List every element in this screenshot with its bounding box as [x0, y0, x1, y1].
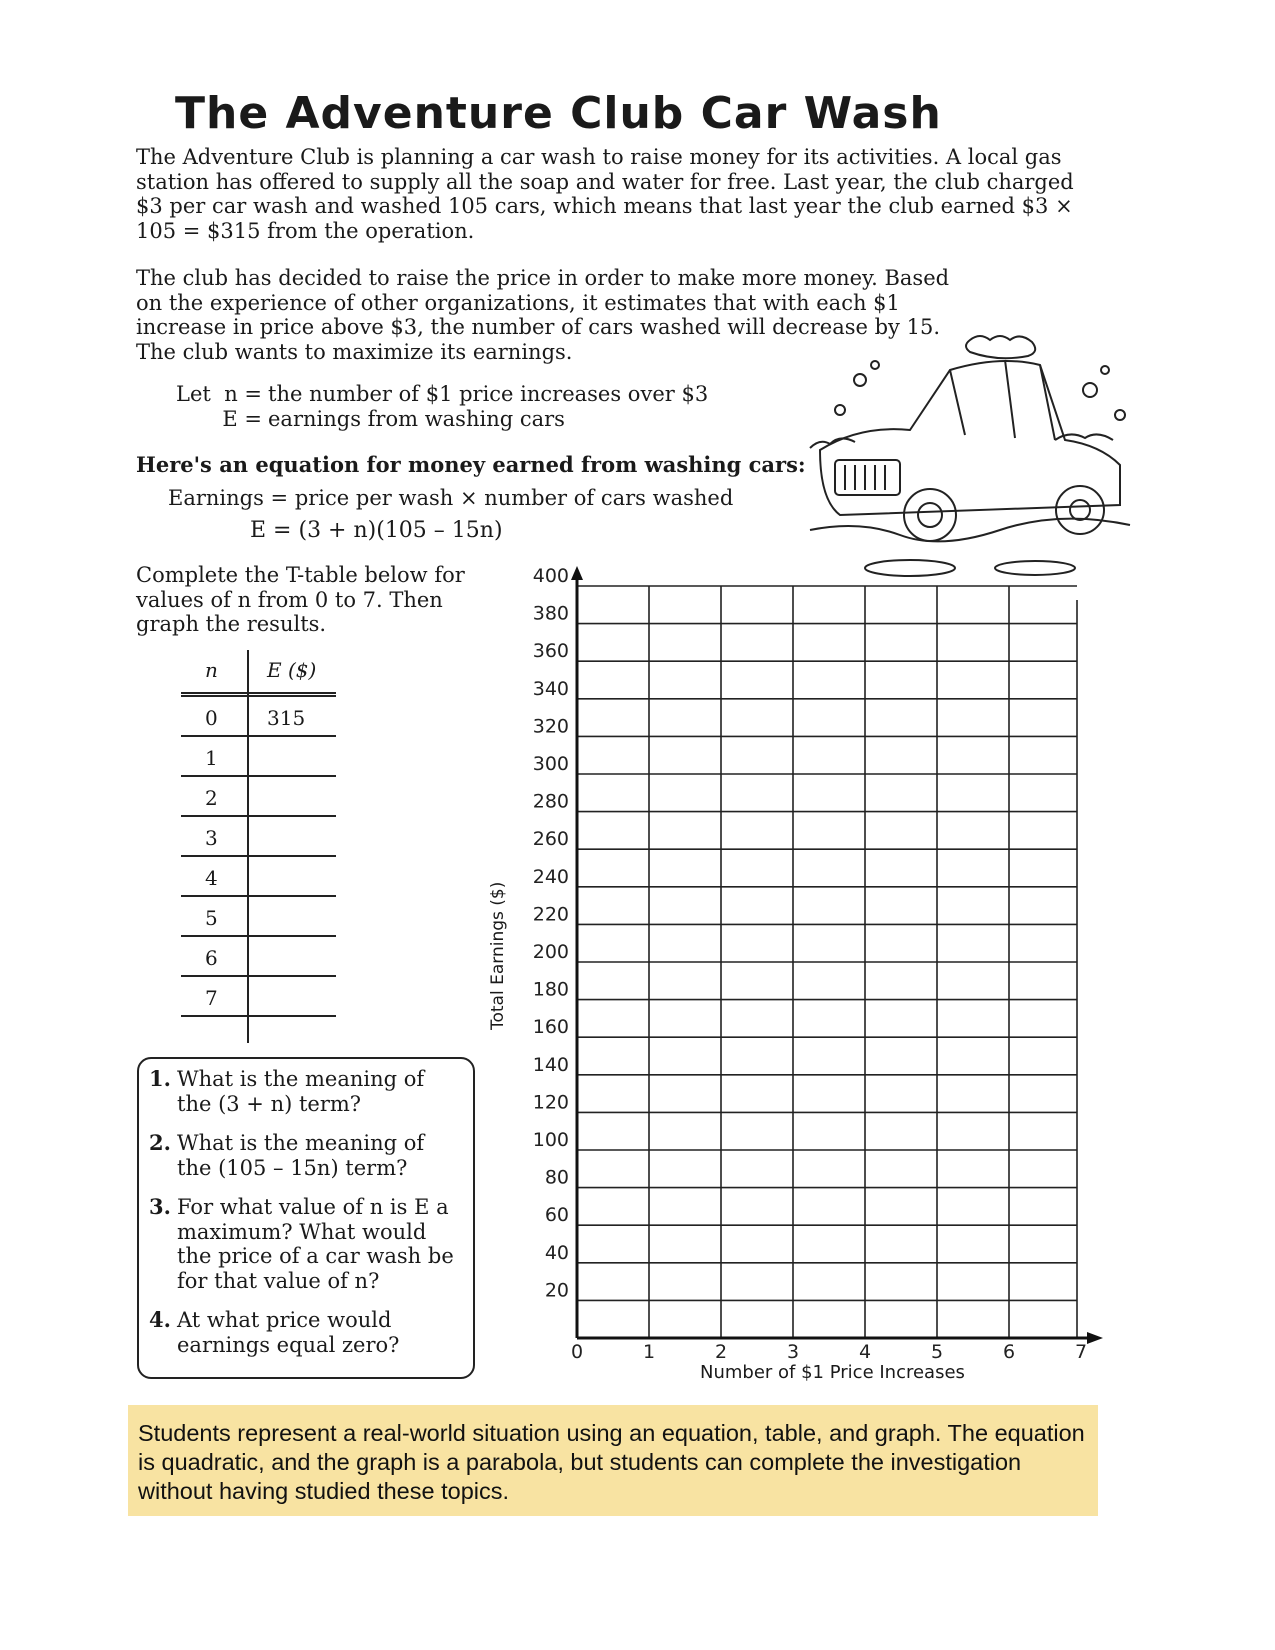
- y-tick-label: 400: [532, 565, 569, 587]
- y-tick-label: 300: [532, 753, 569, 775]
- x-axis-arrow: [1087, 1332, 1103, 1344]
- definition-label: E =: [222, 407, 262, 431]
- x-tick-label: 7: [1074, 1341, 1088, 1363]
- n-cell: 4: [205, 866, 218, 890]
- y-tick-label: 160: [532, 1016, 569, 1039]
- equation-heading: Here's an equation for money earned from washing cars:: [136, 452, 806, 477]
- teacher-note: Students represent a real-world situation using an equation, table, and graph. The equation is quadratic, and the graph is a parabola, but students can complete the investigation without having studied these topics.: [128, 1405, 1098, 1516]
- equation-formula: E = (3 + n)(105 – 15n): [250, 518, 503, 543]
- question-text: What is the meaning of the (105 – 15n) term?: [177, 1131, 425, 1180]
- n-cell: 2: [205, 786, 218, 810]
- question-text: At what price would earnings equal zero?: [177, 1308, 400, 1357]
- x-tick-label: 6: [1002, 1341, 1016, 1363]
- x-tick-labels: [571, 1341, 1087, 1363]
- y-tick-label: 120: [532, 1091, 569, 1114]
- y-tick-label: 240: [532, 865, 569, 888]
- n-cell: 7: [205, 986, 218, 1010]
- question-number: 1.: [149, 1066, 171, 1091]
- definition-label: Let n =: [176, 382, 262, 406]
- question-number: 3.: [149, 1194, 171, 1219]
- x-tick-label: 0: [570, 1341, 584, 1363]
- x-tick-label: 5: [930, 1341, 944, 1363]
- definition-text: earnings from washing cars: [268, 407, 565, 431]
- t-table-header-e: E ($): [267, 658, 317, 682]
- y-tick-label: 60: [544, 1204, 569, 1227]
- y-tick-label: 280: [532, 790, 569, 813]
- question-number: 4.: [149, 1307, 171, 1332]
- y-tick-label: 320: [532, 715, 569, 738]
- y-tick-label: 180: [532, 978, 569, 1001]
- x-tick-label: 1: [642, 1341, 656, 1363]
- y-tick-label: 80: [544, 1166, 569, 1189]
- page-title: The Adventure Club Car Wash: [175, 88, 942, 139]
- y-tick-label: 40: [544, 1241, 569, 1264]
- y-tick-label: 260: [532, 828, 569, 851]
- n-cell: 1: [205, 746, 218, 770]
- y-tick-label: 140: [532, 1053, 569, 1076]
- y-tick-label: 380: [532, 602, 569, 625]
- y-tick-label: 200: [532, 941, 569, 963]
- intro-paragraph-2: The club has decided to raise the price in order to make more money. Based on the experience of other organizations, it estimates that with each $1 increase in price above $3, the number of cars washed will decrease by 15. The club wants to maximize its earnings.: [136, 266, 950, 364]
- x-tick-label: 3: [786, 1341, 800, 1363]
- n-cell: 6: [205, 946, 218, 970]
- definition-text: the number of $1 price increases over $3: [268, 382, 709, 406]
- n-cell: 3: [205, 826, 218, 850]
- grid-lines: [577, 586, 1077, 1338]
- instructions: Complete the T-table below for values of n from 0 to 7. Then graph the results.: [136, 563, 465, 636]
- y-tick-label: 100: [532, 1129, 569, 1151]
- t-table-header-n: n: [205, 658, 218, 682]
- y-tick-labels: [533, 565, 569, 1301]
- question-number: 2.: [149, 1130, 171, 1155]
- equation-words: Earnings = price per wash × number of cars washed: [168, 486, 734, 510]
- y-tick-label: 220: [532, 903, 569, 926]
- n-cell: 0: [205, 706, 218, 730]
- y-tick-label: 20: [544, 1279, 569, 1302]
- y-axis-label: Total Earnings ($): [488, 881, 508, 1030]
- x-axis-label: Number of $1 Price Increases: [700, 1362, 965, 1383]
- e-cell[interactable]: 315: [267, 706, 306, 730]
- y-tick-label: 340: [532, 677, 569, 700]
- question-text: For what value of n is E a maximum? What would the price of a car wash be for that value of n?: [177, 1195, 454, 1293]
- question-text: What is the meaning of the (3 + n) term?: [177, 1067, 425, 1116]
- y-tick-label: 360: [532, 640, 569, 663]
- intro-paragraph-1: The Adventure Club is planning a car wash to raise money for its activities. A local gas station has offered to supply all the soap and water for free. Last year, the club charged $3 per car wash and washed 105 cars, which means that last year the club earned $3 × 105 = $315 from the operation.: [136, 145, 1074, 243]
- y-axis-arrow: [571, 566, 583, 580]
- x-tick-label: 2: [714, 1341, 728, 1363]
- axes: [571, 566, 1103, 1344]
- x-tick-label: 4: [858, 1341, 872, 1363]
- n-cell: 5: [205, 906, 218, 930]
